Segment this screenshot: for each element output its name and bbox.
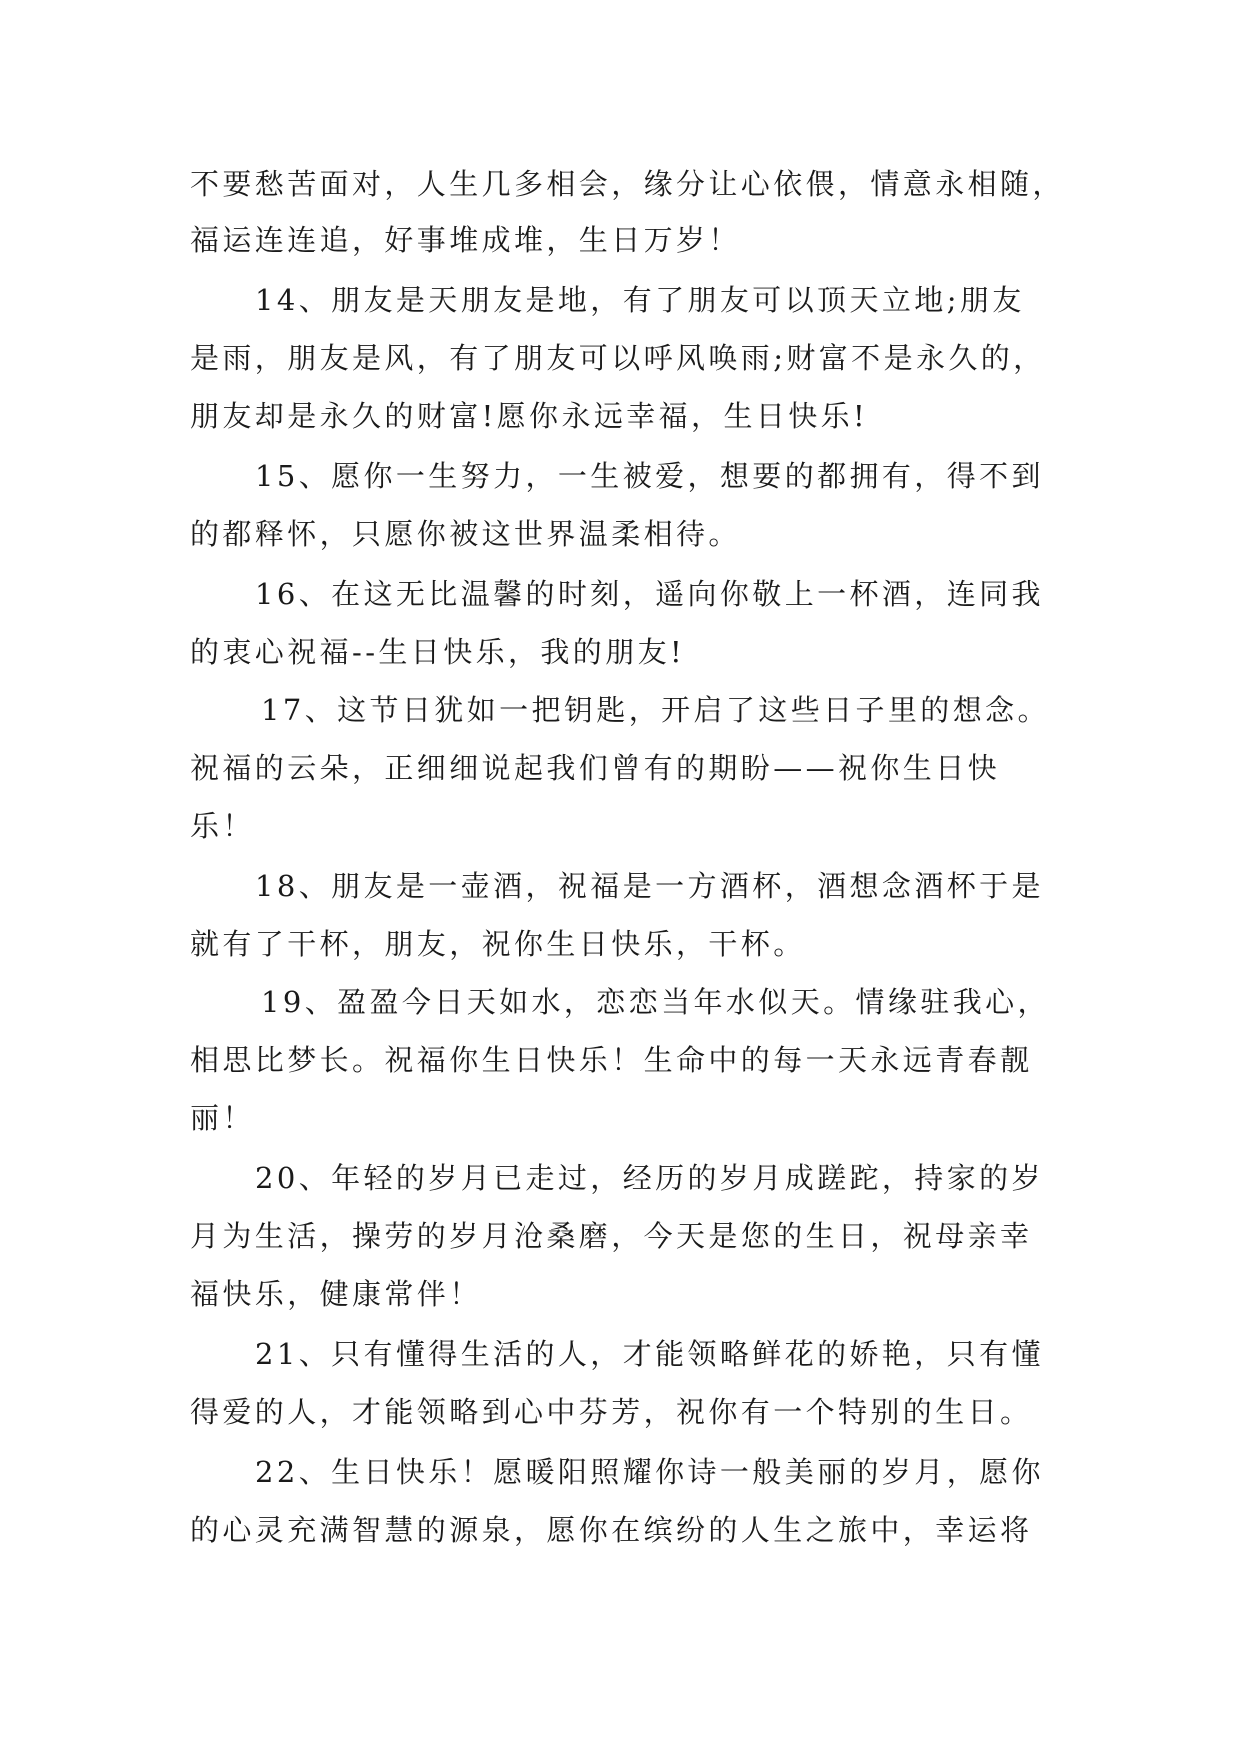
paragraph-20-line-1: 20、年轻的岁月已走过，经历的岁月成蹉跎，持家的岁 — [255, 1161, 1044, 1195]
text-line: 祝福的云朵，正细细说起我们曾有的期盼——祝你生日快 — [190, 751, 1001, 785]
text-line: 的都释怀，只愿你被这世界温柔相待。 — [190, 517, 741, 551]
text-line: 的心灵充满智慧的源泉，愿你在缤纷的人生之旅中，幸运将 — [190, 1513, 1033, 1547]
text-line: 乐！ — [190, 809, 255, 843]
text-line: 不要愁苦面对，人生几多相会，缘分让心依偎，情意永相随， — [190, 167, 1065, 201]
text-line: 月为生活，操劳的岁月沧桑磨，今天是您的生日，祝母亲幸 — [190, 1219, 1033, 1253]
text-line: 朋友却是永久的财富!愿你永远幸福，生日快乐! — [190, 399, 869, 433]
paragraph-18-line-1: 18、朋友是一壶酒，祝福是一方酒杯，酒想念酒杯于是 — [255, 869, 1044, 903]
text-line: 福快乐，健康常伴！ — [190, 1277, 482, 1311]
text-line: 相思比梦长。祝福你生日快乐！生命中的每一天永远青春靓 — [190, 1043, 1033, 1077]
text-line: 丽！ — [190, 1101, 255, 1135]
paragraph-21-line-1: 21、只有懂得生活的人，才能领略鲜花的娇艳，只有懂 — [255, 1337, 1044, 1371]
text-line: 福运连连追，好事堆成堆，生日万岁！ — [190, 223, 741, 257]
paragraph-15-line-1: 15、愿你一生努力，一生被爱，想要的都拥有，得不到 — [255, 459, 1044, 493]
paragraph-17-line-1: 17、这节日犹如一把钥匙，开启了这些日子里的想念。 — [261, 693, 1050, 727]
text-line: 是雨，朋友是风，有了朋友可以呼风唤雨;财富不是永久的， — [190, 341, 1046, 375]
paragraph-22-line-1: 22、生日快乐！愿暖阳照耀你诗一般美丽的岁月，愿你 — [255, 1455, 1044, 1489]
paragraph-19-line-1: 19、盈盈今日天如水，恋恋当年水似天。情缘驻我心， — [261, 985, 1050, 1019]
paragraph-16-line-1: 16、在这无比温馨的时刻，遥向你敬上一杯酒，连同我 — [255, 577, 1044, 611]
text-line: 的衷心祝福--生日快乐，我的朋友! — [190, 635, 686, 669]
paragraph-14-line-1: 14、朋友是天朋友是地，有了朋友可以顶天立地;朋友 — [255, 283, 1025, 317]
text-line: 就有了干杯，朋友，祝你生日快乐，干杯。 — [190, 927, 806, 961]
text-line: 得爱的人，才能领略到心中芬芳，祝你有一个特别的生日。 — [190, 1395, 1033, 1429]
